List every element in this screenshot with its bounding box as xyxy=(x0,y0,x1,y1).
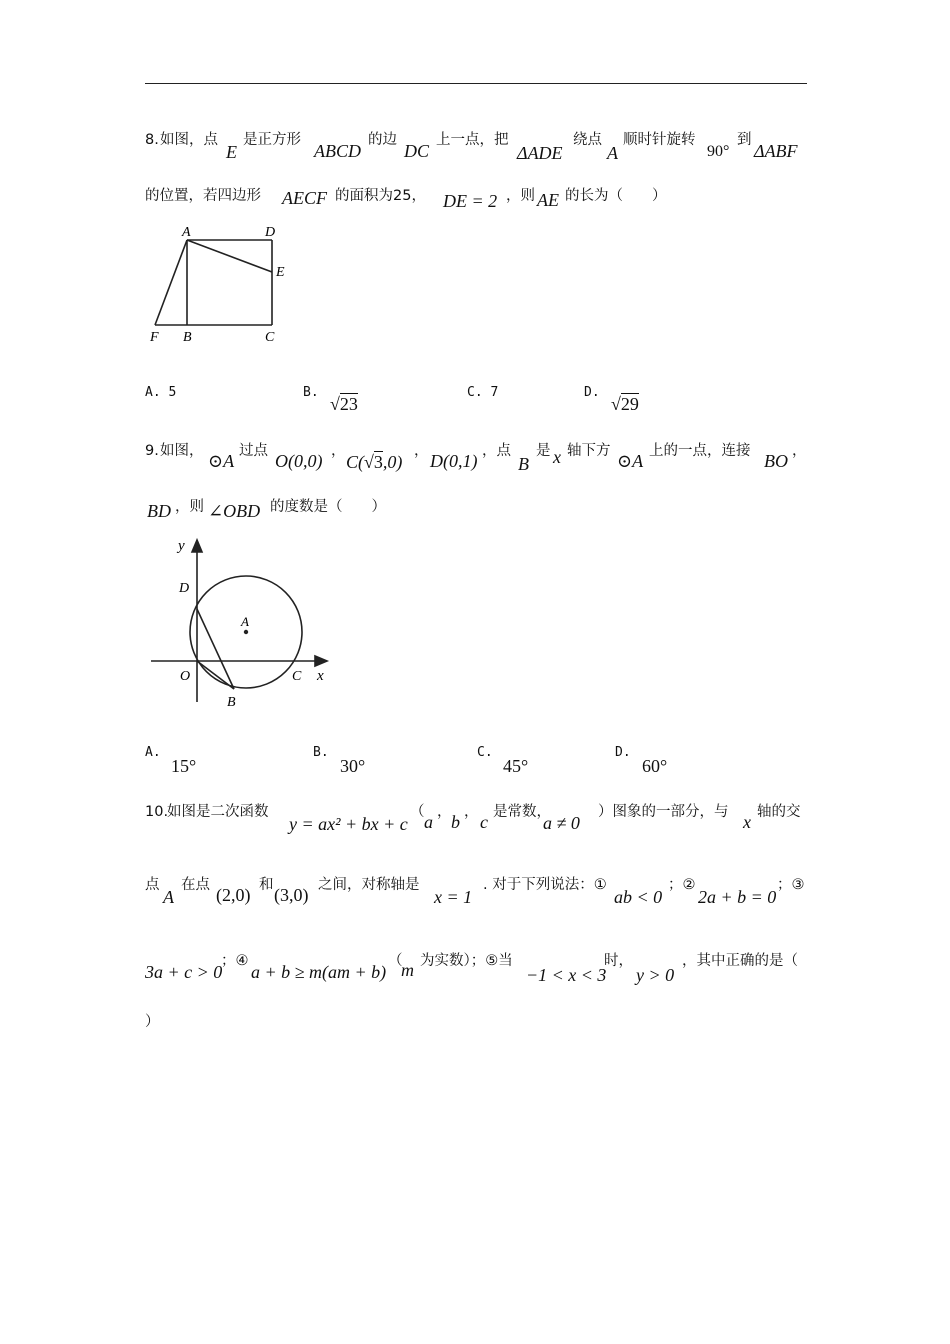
q8-math: DE = 2 xyxy=(443,191,498,211)
q9-math: BO xyxy=(764,451,788,471)
q8-text: 上一点，把 xyxy=(436,132,509,148)
q10-math: 2a + b = 0 xyxy=(698,887,777,907)
q8-label-e: E xyxy=(276,265,285,280)
q10-math: −1 < x < 3 xyxy=(526,965,607,985)
q8-math: ΔABF xyxy=(754,141,798,161)
q9-circle-figure xyxy=(145,532,345,712)
q9-label-y: y xyxy=(178,538,185,554)
q9-option-a-value: 15° xyxy=(171,756,197,776)
q9-label-a: A xyxy=(241,614,249,629)
q8-text: 顺时针旋转 xyxy=(623,132,696,148)
q9-point-c: C(√3,0) xyxy=(346,452,403,472)
q9-text: ， xyxy=(414,443,429,459)
q8-label-f: F xyxy=(150,330,159,345)
q9-label-x: x xyxy=(317,668,324,684)
q10-text: . 对于下列说法：① xyxy=(483,877,607,893)
q8-text: ，则 xyxy=(506,188,535,204)
q9-text: 轴下方 xyxy=(567,443,611,459)
q10-text: 之间，对称轴是 xyxy=(318,877,420,893)
q8-label-d: D xyxy=(265,225,276,240)
q10-text: 轴的交 xyxy=(757,804,801,820)
q10-text: ， xyxy=(437,804,452,820)
q9-text: 如图， xyxy=(160,443,204,459)
q10-text: ；② xyxy=(668,877,696,893)
q8-text: 绕点 xyxy=(573,132,602,148)
q8-option-d-label: D. xyxy=(584,385,600,400)
q9-option-b-value: 30° xyxy=(340,756,366,776)
q8-option-d-value: √29 xyxy=(611,394,639,414)
q10-math: 3a + c > 0 xyxy=(145,962,223,982)
q8-label-a: A xyxy=(182,225,191,240)
q8-text: 的面积为25， xyxy=(335,188,426,204)
q10-math: (3,0) xyxy=(274,885,309,905)
q9-label-d: D xyxy=(179,581,190,596)
q10-text: （ xyxy=(410,804,425,820)
q9-text: ， xyxy=(792,443,807,459)
q8-math: A xyxy=(607,143,618,163)
q10-math: m xyxy=(401,960,414,980)
q9-math: BD xyxy=(147,501,171,521)
q10-text: 时， xyxy=(604,953,633,969)
q10-math: c xyxy=(480,812,488,832)
q9-label-b: B xyxy=(227,695,236,710)
q9-option-d-label: D. xyxy=(615,745,631,760)
q10-math: a xyxy=(424,812,433,832)
q8-label-b: B xyxy=(183,330,192,345)
q9-label-o: O xyxy=(180,669,191,684)
q8-math: E xyxy=(226,142,237,162)
q10-text: （ xyxy=(388,953,403,969)
q9-math: O(0,0) xyxy=(275,451,323,471)
q9-number: 9. xyxy=(145,443,159,459)
q8-option-b-value: √23 xyxy=(330,394,358,414)
q10-text: ；③ xyxy=(777,877,805,893)
q9-label-c: C xyxy=(292,669,302,684)
q9-text: 上的一点，连接 xyxy=(649,443,751,459)
q8-math: ΔADE xyxy=(517,143,563,163)
q9-text: 是 xyxy=(536,443,551,459)
q10-text: ，其中正确的是（ xyxy=(682,953,798,969)
q8-math: AE xyxy=(537,190,559,210)
q8-text: 到 xyxy=(737,132,752,148)
q10-text: 点 xyxy=(145,877,160,893)
q9-math: ⊙A xyxy=(617,451,644,471)
q9-math: ⊙A xyxy=(208,451,235,471)
q8-option-a: A. 5 xyxy=(145,385,177,400)
q10-math: x = 1 xyxy=(434,887,473,907)
q9-text: 过点 xyxy=(239,443,268,459)
q8-option-b-label: B. xyxy=(303,385,319,400)
q9-math: D(0,1) xyxy=(430,451,478,471)
q9-option-c-value: 45° xyxy=(503,756,529,776)
q10-math: (2,0) xyxy=(216,885,251,905)
q8-text: 是正方形 xyxy=(243,132,301,148)
q10-text: 如图是二次函数 xyxy=(167,804,269,820)
q10-math: a ≠ 0 xyxy=(543,813,580,833)
q10-text: 和 xyxy=(259,877,274,893)
q8-option-c: C. 7 xyxy=(467,385,499,400)
q10-text: 在点 xyxy=(181,877,210,893)
q9-text: ，则 xyxy=(175,499,204,515)
q8-label-c: C xyxy=(265,330,275,345)
q10-math: y > 0 xyxy=(636,965,675,985)
q9-math: x xyxy=(553,447,561,467)
q9-text: ， xyxy=(331,443,346,459)
q10-text: ， xyxy=(464,804,479,820)
q8-math: ABCD xyxy=(314,141,361,161)
q10-number: 10. xyxy=(145,804,169,820)
q10-text: 是常数， xyxy=(493,804,551,820)
q8-number: 8. xyxy=(145,132,159,148)
q9-option-b-label: B. xyxy=(313,745,329,760)
q9-text: ，点 xyxy=(482,443,511,459)
q10-math: ab < 0 xyxy=(614,887,663,907)
q9-math: ∠OBD xyxy=(208,501,261,521)
q8-square-figure xyxy=(145,220,315,350)
q10-text: ；④ xyxy=(221,953,249,969)
q9-option-c-label: C. xyxy=(477,745,493,760)
q8-math: 90° xyxy=(707,143,730,160)
q10-math: y = ax² + bx + c xyxy=(289,814,408,834)
q9-option-a-label: A. xyxy=(145,745,161,760)
q8-text: 的位置，若四边形 xyxy=(145,188,261,204)
q10-text: 为实数）；⑤当 xyxy=(420,953,513,969)
q8-text: 如图，点 xyxy=(160,132,218,148)
header-rule xyxy=(145,83,807,84)
q8-math: AECF xyxy=(282,188,327,208)
q9-math: B xyxy=(518,454,529,474)
q10-text: ） xyxy=(145,1014,160,1030)
q9-text: 的度数是（ ） xyxy=(270,499,386,515)
q10-math: A xyxy=(163,887,174,907)
q10-math: b xyxy=(451,812,460,832)
q10-math: x xyxy=(743,812,751,832)
q8-text: 的边 xyxy=(368,132,397,148)
q10-text: ）图象的一部分，与 xyxy=(598,804,729,820)
q8-text: 的长为（ ） xyxy=(565,188,667,204)
q9-option-d-value: 60° xyxy=(642,756,668,776)
q8-math: DC xyxy=(404,141,430,161)
q10-math: a + b ≥ m(am + b) xyxy=(251,962,387,982)
